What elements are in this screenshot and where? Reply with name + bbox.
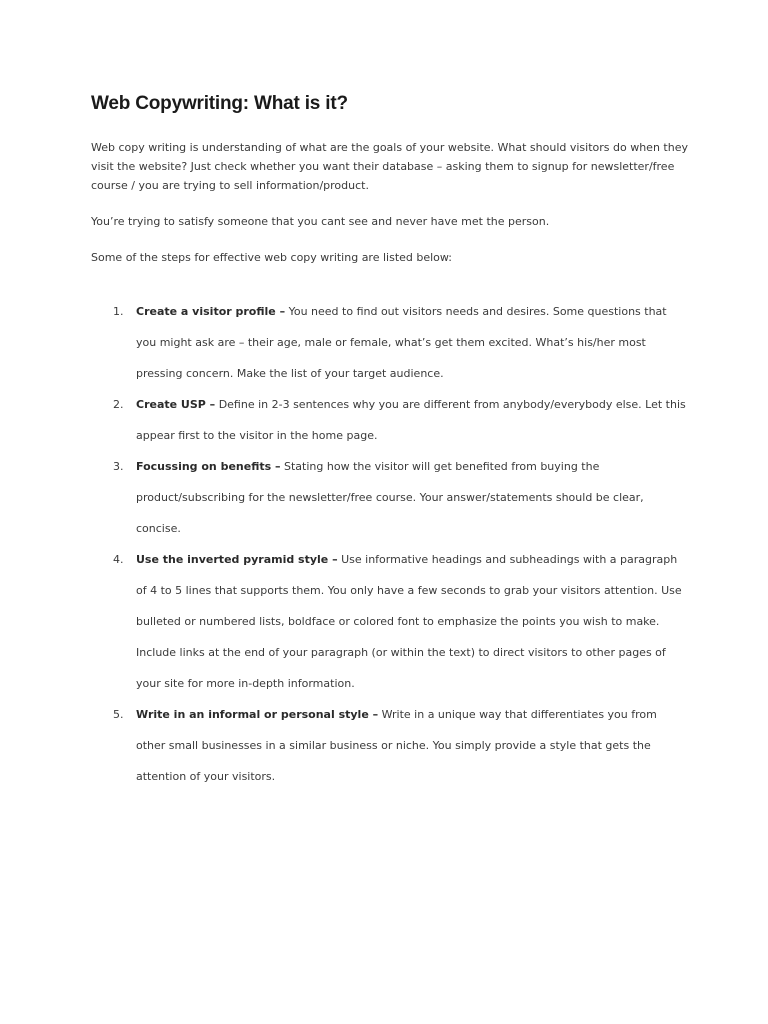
list-item-text: Define in 2-3 sentences why you are different from anybody/everybody else. Let this appear first to the visitor in the home page. <box>136 398 686 442</box>
list-item-number: 1. <box>113 305 124 318</box>
list-item-title: Create USP – <box>136 398 216 411</box>
list-item-text: You need to find out visitors needs and desires. Some questions that you might ask are – their age, male or female, what’s get them excited. What’s his/her most pressing concern. Make the list of your target audience. <box>136 305 667 380</box>
list-item-title: Focussing on benefits – <box>136 460 281 473</box>
list-item <box>0 699 768 792</box>
list-item-number: 4. <box>113 553 124 566</box>
list-item <box>0 296 768 389</box>
steps-list <box>0 296 768 792</box>
list-item-number: 5. <box>113 708 124 721</box>
list-item-title: Write in an informal or personal style – <box>136 708 379 721</box>
list-item <box>0 544 768 699</box>
list-item-title: Create a visitor profile – <box>136 305 286 318</box>
intro-paragraph: Web copy writing is understanding of what are the goals of your website. What should visitors do when they visit the website? Just check whether you want their database – asking them to signup for newsletter/free course / you are trying to sell information/product. <box>91 141 688 192</box>
list-item-text: Use informative headings and subheadings with a paragraph of 4 to 5 lines that supports them. You only have a few seconds to grab your visitors attention. Use bulleted or numbered lists, boldface or colored font to emphasize the points you wish to make. Include links at the end of your paragraph (or within the text) to direct visitors to other pages of your site for more in-depth information. <box>136 553 682 690</box>
page-title: Web Copywriting: What is it? <box>91 93 348 114</box>
list-item <box>0 389 768 451</box>
list-item-number: 2. <box>113 398 124 411</box>
steps-intro-paragraph: Some of the steps for effective web copy writing are listed below: <box>91 251 453 264</box>
list-item-number: 3. <box>113 460 124 473</box>
list-item-text: Stating how the visitor will get benefited from buying the product/subscribing for the newsletter/free course. Your answer/statements should be clear, concise. <box>136 460 644 535</box>
list-item-text: Write in a unique way that differentiates you from other small businesses in a similar business or niche. You simply provide a style that gets the attention of your visitors. <box>136 708 657 783</box>
list-item <box>0 451 768 544</box>
satisfy-paragraph: You’re trying to satisfy someone that you cant see and never have met the person. <box>91 215 550 228</box>
list-item-title: Use the inverted pyramid style – <box>136 553 338 566</box>
